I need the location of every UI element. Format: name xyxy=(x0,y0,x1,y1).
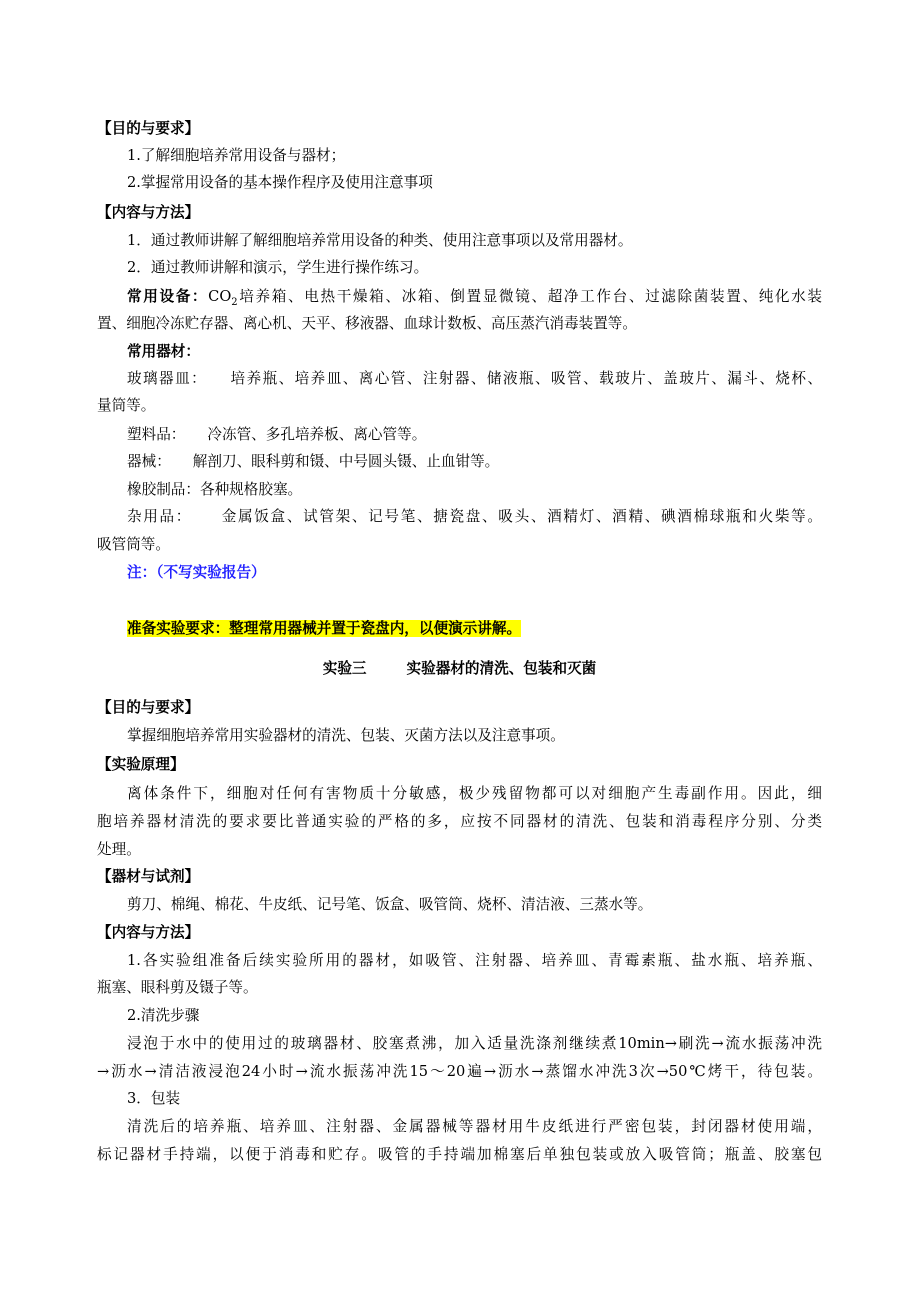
reagent-text: 剪刀、棉绳、棉花、牛皮纸、记号笔、饭盒、吸管筒、烧杯、清洁液、三蒸水等。 xyxy=(127,896,653,913)
misc-text-1: 金属饭盒、试管架、记号笔、搪瓷盘、吸头、酒精灯、酒精、碘酒棉球瓶和火柴等。 xyxy=(220,508,822,525)
note-text: 注：（不写实验报告） xyxy=(127,564,266,581)
equipment-text-1: 培养箱、电热干燥箱、冰箱、倒置显微镜、超净工作台、过滤除菌装置、纯化水装 xyxy=(237,288,822,305)
tool-text: 解剖刀、眼科剪和镊、中号圆头镊、止血钳等。 xyxy=(192,453,500,470)
pack-line-2: 标记器材手持端，以便于消毒和贮存。吸管的手持端加棉塞后单独包装或放入吸管筒；瓶盖、胶塞包 xyxy=(97,1146,822,1163)
aim-item-1: 1.了解细胞培养常用设备与器材； xyxy=(127,147,346,164)
aim-text-2: 掌握细胞培养常用实验器材的清洗、包装、灭菌方法以及注意事项。 xyxy=(127,727,565,744)
method2-item1-line-1: 1.各实验组准备后续实验所用的器材，如吸管、注射器、培养皿、青霉素瓶、盐水瓶、培养瓶、 xyxy=(127,952,822,969)
material-label: 常用器材： xyxy=(127,343,200,360)
aim-item-2: 2.掌握常用设备的基本操作程序及使用注意事项 xyxy=(127,174,433,191)
glass-label: 玻璃器皿： xyxy=(127,370,208,387)
plastic-label: 塑料品： xyxy=(127,426,186,443)
misc-label: 杂用品： xyxy=(127,508,193,525)
glass-line-1 xyxy=(127,369,822,389)
wash-title: 2.清洗步骤 xyxy=(127,1007,200,1024)
aim-heading-2: 【目的与要求】 xyxy=(97,699,200,716)
glass-text-1: 培养瓶、培养皿、离心管、注射器、储液瓶、吸管、载玻片、盖玻片、漏斗、烧杯、 xyxy=(229,370,822,387)
wash-line-2: →沥水→清洁液浸泡24小时→流水振荡冲洗15～20遍→沥水→蒸馏水冲洗3次→50℃烤干，待包装。 xyxy=(97,1063,822,1080)
rubber-label: 橡胶制品： xyxy=(127,481,200,498)
plastic-line xyxy=(127,425,822,445)
method-item-2: 2．通过教师讲解和演示，学生进行操作练习。 xyxy=(127,259,429,276)
principle-line-2: 胞培养器材清洗的要求要比普通实验的严格的多，应按不同器材的清洗、包装和消毒程序分别、分类 xyxy=(97,813,822,830)
rubber-text: 各种规格胶塞。 xyxy=(199,481,303,498)
rubber-line xyxy=(127,480,822,500)
method-heading-1: 【内容与方法】 xyxy=(97,204,200,221)
experiment-name: 实验器材的清洗、包装和灭菌 xyxy=(406,660,597,677)
principle-line-3: 处理。 xyxy=(97,841,141,858)
principle-line-1: 离体条件下，细胞对任何有害物质十分敏感，极少残留物都可以对细胞产生毒副作用。因此，细 xyxy=(127,785,822,802)
prep-line xyxy=(127,619,822,639)
co2-subscript: 2 xyxy=(231,296,238,308)
prep-requirement: 准备实验要求：整理常用器械并置于瓷盘内，以便演示讲解。 xyxy=(127,620,522,637)
reagent-heading: 【器材与试剂】 xyxy=(97,868,200,885)
method-heading-2: 【内容与方法】 xyxy=(97,924,200,941)
experiment-title xyxy=(97,659,822,679)
aim-heading-1: 【目的与要求】 xyxy=(97,120,200,137)
pack-line-1: 清洗后的培养瓶、培养皿、注射器、金属器械等器材用牛皮纸进行严密包装，封闭器材使用端， xyxy=(127,1118,822,1135)
equipment-line-1 xyxy=(127,287,822,307)
pack-title: 3．包装 xyxy=(127,1090,181,1107)
principle-heading: 【实验原理】 xyxy=(97,756,185,773)
misc-line-2: 吸管筒等。 xyxy=(97,536,170,553)
tool-label: 器械： xyxy=(127,453,171,470)
tool-line xyxy=(127,452,822,472)
method2-item1-line-2: 瓶塞、眼科剪及镊子等。 xyxy=(97,979,258,996)
co2-text: CO xyxy=(208,288,232,305)
equipment-line-2: 置、细胞冷冻贮存器、离心机、天平、移液器、血球计数板、高压蒸汽消毒装置等。 xyxy=(97,315,637,332)
misc-line-1 xyxy=(127,507,822,527)
method-item-1: 1．通过教师讲解了解细胞培养常用设备的种类、使用注意事项以及常用器材。 xyxy=(127,232,633,249)
plastic-text: 冷冻管、多孔培养板、离心管等。 xyxy=(207,426,427,443)
experiment-number: 实验三 xyxy=(322,660,367,677)
equipment-label: 常用设备： xyxy=(127,288,209,305)
glass-line-2: 量筒等。 xyxy=(97,397,156,414)
wash-line-1: 浸泡于水中的使用过的玻璃器材、胶塞煮沸，加入适量洗涤剂继续煮10min→刷洗→流水振荡冲洗 xyxy=(127,1035,822,1052)
